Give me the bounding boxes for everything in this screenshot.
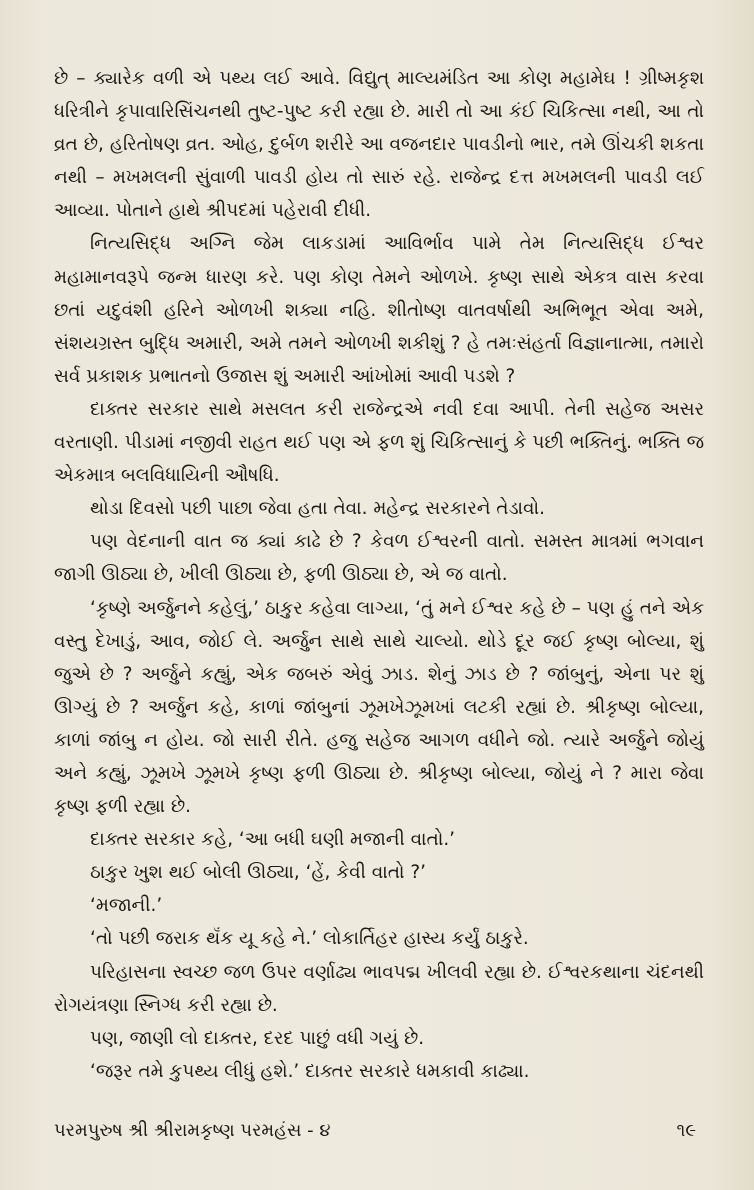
- paragraph: ‘તો પછી જરાક થૅંક યૂ કહે ને.’ લોકાર્તિહર હાસ્ય કર્યું ઠાકુરે.: [90, 928, 529, 950]
- paragraph: પણ વેદનાની વાત જ ક્યાં કાઢે છે ? કેવળ ઈશ્વરની વાતો. સમસ્ત માત્રમાં ભગવાન જાગી ઊઠ્યા છે, ખીલી ઊઠ્યા છે, ફળી ઊઠ્યા છે, એ જ વાતો.: [54, 531, 704, 586]
- paragraph: થોડા દિવસો પછી પાછા જેવા હતા તેવા. મહેન્દ્ર સરકારને તેડાવો.: [90, 498, 545, 520]
- paragraph: પરિહાસના સ્વચ્છ જળ ઉપર વર્ણાઢ્ય ભાવપદ્મ ખીલવી રહ્યા છે. ઈશ્વરકથાના ચંદનથી રોગયંત્રણા સ્નિગ્ધ કરી રહ્યા છે.: [54, 961, 704, 1016]
- paragraph: ઠાકુર ખુશ થઈ બોલી ઊઠ્યા, ‘હેં, કેવી વાતો ?’: [90, 862, 426, 884]
- paragraph: પણ, જાણી લો દાક્તર, દરદ પાછું વધી ગયું છે.: [90, 1027, 425, 1049]
- paragraph: દાક્તર સરકાર સાથે મસલત કરી રાજેન્દ્રએ નવી દવા આપી. તેની સહેજ અસર વરતાણી. પીડામાં નજીવી રાહત થઈ પણ એ ફળ શું ચિકિત્સાનું કે પછી ભક્તિનું. ભક્તિ જ એકમાત્ર બલવિધાયિની ઔષધિ.: [54, 398, 704, 487]
- page-footer: [54, 1120, 696, 1141]
- running-title: પરમપુરુષ શ્રી શ્રીરામકૃષ્ણ પરમહંસ - ૪: [54, 1120, 331, 1141]
- page-body: [54, 62, 704, 1088]
- paragraph: છે – ક્યારેક વળી એ પથ્ય લઈ આવે. વિદ્યુત્ માલ્યમંડિત આ કોણ મહામેઘ ! ગ્રીષ્મકૃશ ધરિત્રીને કૃપાવારિસિંચનથી તુષ્ટ-પુષ્ટ કરી રહ્યા છે. મારી તો આ કંઈ ચિકિત્સા નથી, આ તો વ્રત છે, હરિતોષણ વ્રત. ઓહ, દુર્બળ શરીરે આ વજનદાર પાવડીનો ભાર, તમે ઊંચકી શકતા નથી – મખમલની સુંવાળી પાવડી હોય તો સારું રહે. રાજેન્દ્ર દત્ત મખમલની પાવડી લઈ આવ્યા. પોતાને હાથે શ્રીપદમાં પહેરાવી દીધી.: [54, 68, 704, 222]
- paragraph: દાક્તર સરકાર કહે, ‘આ બધી ઘણી મજાની વાતો.’: [90, 829, 456, 851]
- paragraph: ‘મજાની.’: [90, 895, 163, 917]
- paragraph: નિત્યસિદ્ધ અગ્નિ જેમ લાકડામાં આવિર્ભાવ પામે તેમ નિત્યસિદ્ધ ઈશ્વર મહામાનવરૂપે જન્મ ધારણ કરે. પણ કોણ તેમને ઓળખે. કૃષ્ણ સાથે એકત્ર વાસ કરવા છતાં યદુવંશી હરિને ઓળખી શક્યા નહિ. શીતોષ્ણ વાતવર્ષાથી અભિભૂત એવા અમે, સંશયગ્રસ્ત બુદ્ધિ અમારી, અમે તમને ઓળખી શકીશું ? હે તમઃસંહર્તા વિજ્ઞાનાત્મા, તમારો સર્વ પ્રકાશક પ્રભાતનો ઉજાસ શું અમારી આંખોમાં આવી પડશે ?: [54, 233, 704, 387]
- paragraph: ‘કૃષ્ણે અર્જુનને કહેલું,’ ઠાકુર કહેવા લાગ્યા, ‘તું મને ઈશ્વર કહે છે – પણ હું તને એક વસ્તુ દેખાડું, આવ, જોઈ લે. અર્જુન સાથે સાથે ચાલ્યો. થોડે દૂર જઈ કૃષ્ણ બોલ્યા, શું જુએ છે ? અર્જુને કહ્યું, એક જબરું એવું ઝાડ. શેનું ઝાડ છે ? જાંબુનું, એના પર શું ઊગ્યું છે ? અર્જુન કહે, કાળાં જાંબુનાં ઝૂમખેઝૂમખાં લટકી રહ્યાં છે. શ્રીકૃષ્ણ બોલ્યા, કાળાં જાંબુ ન હોય. જો સારી રીતે. હજુ સહેજ આગળ વધીને જો. ત્યારે અર્જુને જોયું અને કહ્યું, ઝૂમખે ઝૂમખે કૃષ્ણ ફળી ઊઠ્યા છે. શ્રીકૃષ્ણ બોલ્યા, જોયું ને ? મારા જેવા કૃષ્ણ ફળી રહ્યા છે.: [54, 597, 704, 818]
- paragraph: ‘જરૂર તમે કુપથ્ય લીધું હશે.’ દાક્તર સરકારે ધમકાવી કાઢ્યા.: [90, 1060, 530, 1082]
- page-number: ૧૯: [676, 1120, 696, 1141]
